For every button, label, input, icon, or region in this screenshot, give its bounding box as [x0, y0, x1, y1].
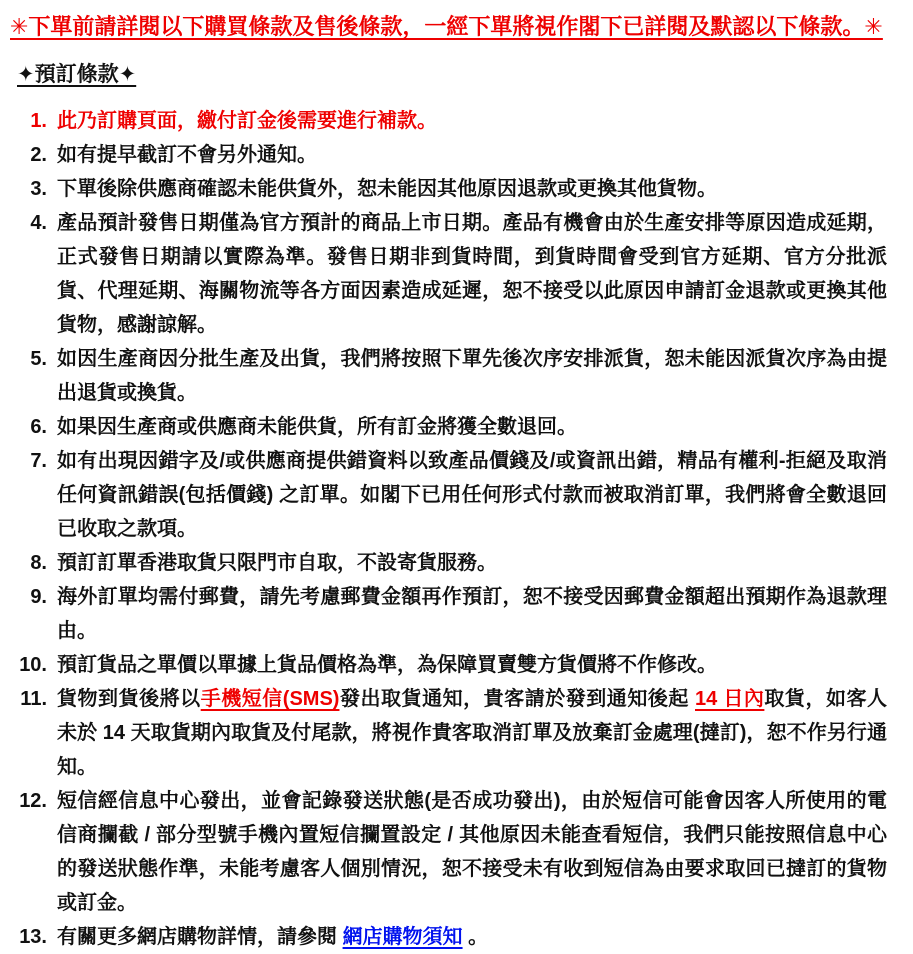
term-text-segment: 產品預計發售日期僅為官方預計的商品上市日期。產品有機會由於生產安排等原因造成延期，正式發售日期請以實際為準。發售日期非到貨時間，到貨時間會受到官方延期、官方分批派貨、代理延期、海關物流等各方面因素造成延遲，恕不接受以此原因申請訂金退款或更換其他貨物，感謝諒解。	[57, 212, 887, 336]
term-item	[0, 580, 887, 648]
term-item	[0, 104, 887, 138]
term-item	[0, 172, 887, 206]
term-text	[57, 784, 887, 920]
term-text	[57, 444, 887, 546]
term-number: 4.	[30, 212, 47, 234]
term-item	[0, 648, 887, 682]
term-text-segment: 預訂訂單香港取貨只限門市自取，不設寄貨服務。	[57, 552, 497, 574]
term-text-segment: 海外訂單均需付郵費，請先考慮郵費金額再作預訂，恕不接受因郵費金額超出預期作為退款理由。	[57, 586, 887, 642]
term-item	[0, 546, 887, 580]
term-text-segment: 此乃訂購頁面，繳付訂金後需要進行補款。	[57, 110, 437, 132]
term-text	[57, 138, 887, 172]
term-number: 2.	[30, 144, 47, 166]
term-item	[0, 682, 887, 784]
term-text-segment: 如果因生產商或供應商未能供貨，所有訂金將獲全數退回。	[57, 416, 577, 438]
term-text	[57, 342, 887, 410]
term-text-segment: 有關更多網店購物詳情，請參閱	[57, 926, 343, 948]
term-text	[57, 206, 887, 342]
term-text	[57, 104, 887, 138]
term-text-segment: 如因生產商因分批生產及出貨，我們將按照下單先後次序安排派貨，恕未能因派貨次序為由提出退貨或換貨。	[57, 348, 887, 404]
term-highlight-red: 14 日內	[695, 688, 765, 710]
terms-list	[0, 104, 913, 954]
term-number: 1.	[30, 110, 47, 132]
term-number: 9.	[30, 586, 47, 608]
term-number: 10.	[19, 654, 47, 676]
term-number: 6.	[30, 416, 47, 438]
term-number: 13.	[19, 926, 47, 948]
term-text	[57, 682, 887, 784]
term-text-segment: 預訂貨品之單價以單據上貨品價格為準，為保障買賣雙方貨價將不作修改。	[57, 654, 717, 676]
term-item	[0, 410, 887, 444]
term-item	[0, 138, 887, 172]
term-text-segment: 貨物到貨後將以	[57, 688, 201, 710]
term-item	[0, 342, 887, 410]
preorder-terms-section-title: ✦預訂條款✦	[17, 63, 137, 86]
term-text-segment: 發出取貨通知，貴客請於發到通知後起	[339, 688, 695, 710]
term-item	[0, 920, 887, 954]
term-number: 11.	[20, 688, 47, 710]
term-text	[57, 546, 887, 580]
term-text	[57, 172, 887, 206]
term-number: 8.	[30, 552, 47, 574]
store-shopping-guide-link[interactable]: 網店購物須知	[342, 926, 463, 948]
term-text-segment: 下單後除供應商確認未能供貨外，恕未能因其他原因退款或更換其他貨物。	[57, 178, 717, 200]
term-number: 12.	[19, 790, 47, 812]
term-text	[57, 648, 887, 682]
term-item	[0, 784, 887, 920]
term-text	[57, 580, 887, 648]
term-text	[57, 410, 887, 444]
term-item	[0, 206, 887, 342]
term-number: 5.	[30, 348, 47, 370]
term-text-segment: 。	[462, 926, 489, 948]
term-text-segment: 如有出現因錯字及/或供應商提供錯資料以致產品價錢及/或資訊出錯，精品有權利-拒絕及取消任何資訊錯誤(包括價錢) 之訂單。如閣下已用任何形式付款而被取消訂單，我們將會全數退回已收取之款項。	[57, 450, 887, 540]
purchase-terms-warning-header: ✳下單前請詳閱以下購買條款及售後條款，一經下單將視作閣下已詳閱及默認以下條款。✳	[10, 14, 883, 39]
term-number: 7.	[30, 450, 47, 472]
term-highlight-red: 手機短信(SMS)	[200, 688, 340, 710]
term-text	[57, 920, 887, 954]
term-number: 3.	[30, 178, 47, 200]
term-item	[0, 444, 887, 546]
term-text-segment: 如有提早截訂不會另外通知。	[57, 144, 317, 166]
term-text-segment: 取貨，如客人未於 14 天取貨期內取貨及付尾款，將視作貴客取消訂單及放棄訂金處理(撻訂)，恕不作另行通知。	[57, 688, 888, 778]
term-text-segment: 短信經信息中心發出，並會記錄發送狀態(是否成功發出)，由於短信可能會因客人所使用的電信商攔截 / 部分型號手機內置短信攔置設定 / 其他原因未能查看短信，我們只能按照信息中心的發送狀態作準，未能考慮客人個別情況，恕不接受未有收到短信為由要求取回已撻訂的貨物或訂金。	[57, 790, 887, 914]
